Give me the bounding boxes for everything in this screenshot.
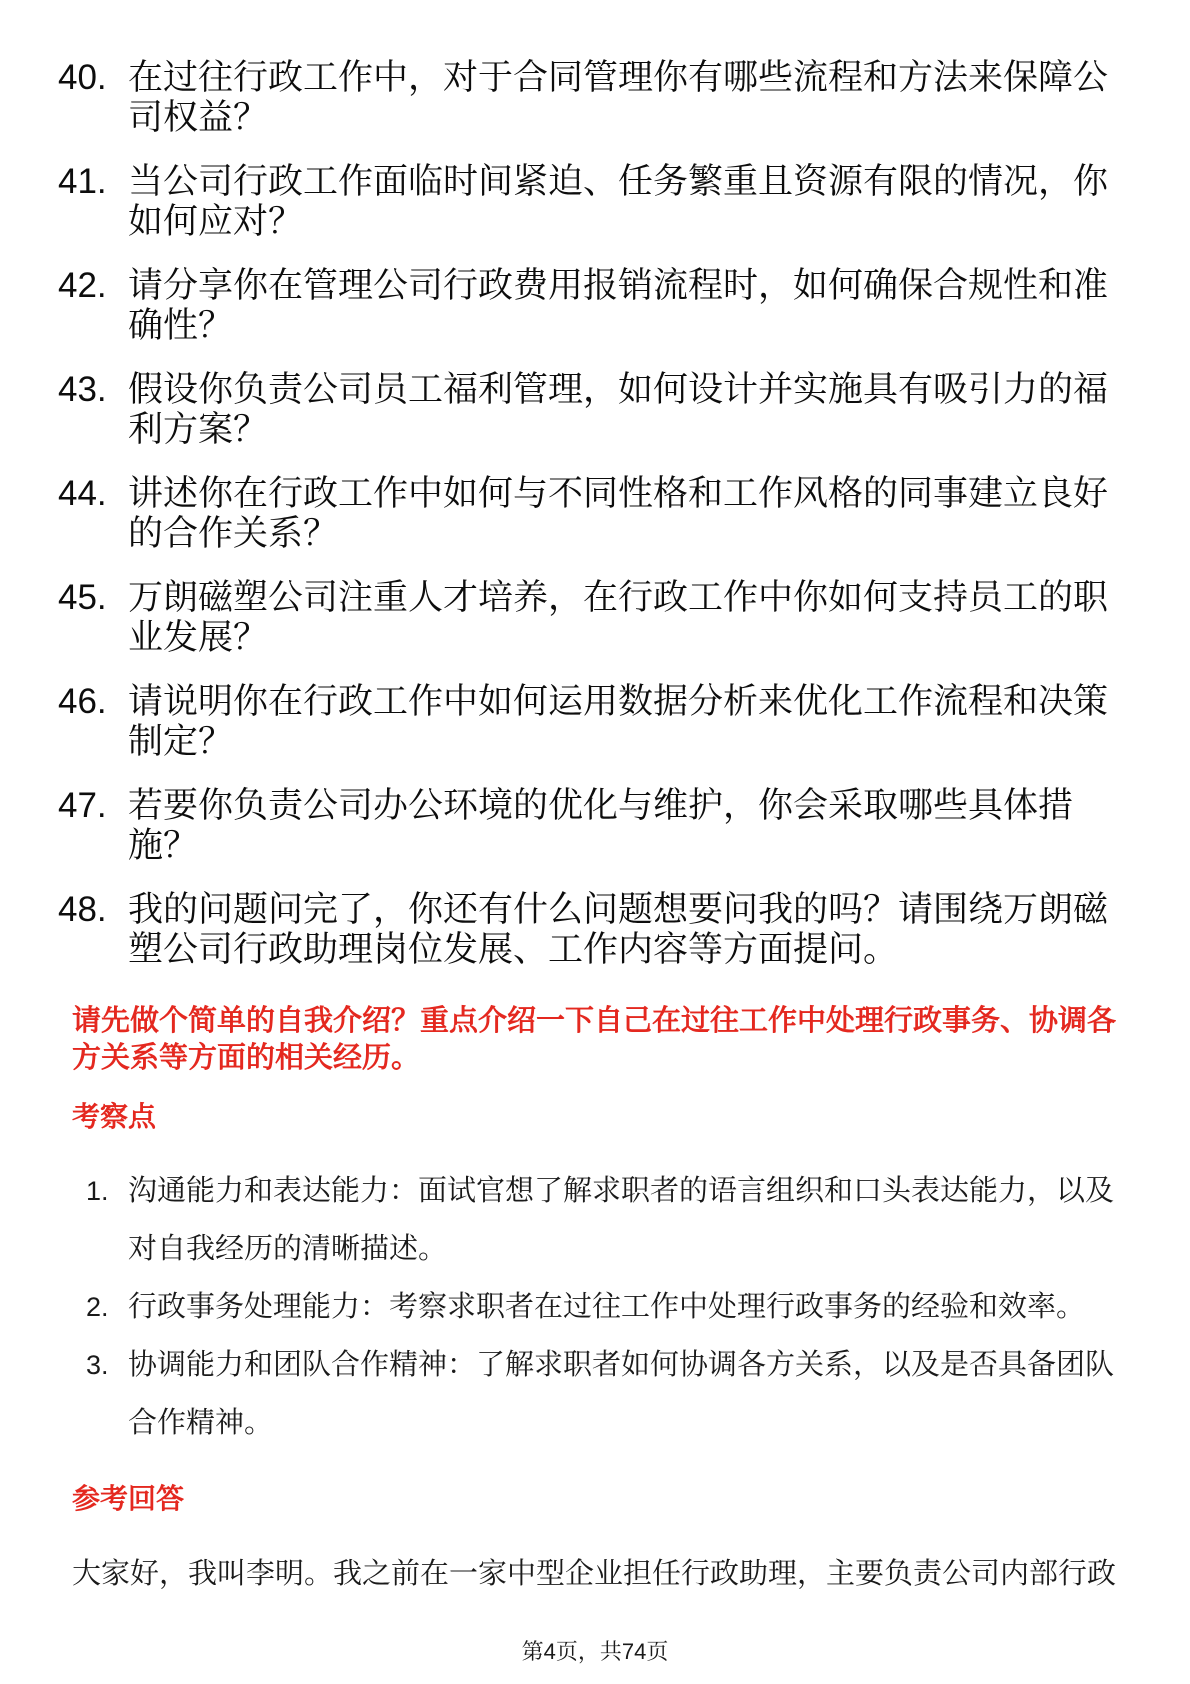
- question-item-45: [0, 578, 1190, 658]
- question-item-47: [0, 786, 1190, 866]
- exam-point-item-3: [0, 1336, 1190, 1452]
- question-item-41: [0, 162, 1190, 242]
- highlight-question: 请先做个简单的自我介绍？重点介绍一下自己在过往工作中处理行政事务、协调各方关系等方面的相关经历。: [72, 1005, 1117, 1074]
- question-item-42: [0, 266, 1190, 346]
- question-number: 41.: [58, 162, 107, 201]
- question-text: 在过往行政工作中，对于合同管理你有哪些流程和方法来保障公司权益？: [128, 58, 1109, 137]
- exam-points-title: 考察点: [72, 1101, 157, 1132]
- question-item-46: [0, 682, 1190, 762]
- exam-point-text: 行政事务处理能力：考察求职者在过往工作中处理行政事务的经验和效率。: [128, 1291, 1086, 1323]
- question-text: 假设你负责公司员工福利管理，如何设计并实施具有吸引力的福利方案？: [128, 370, 1109, 449]
- question-list: [0, 58, 1190, 994]
- question-number: 45.: [58, 578, 107, 617]
- question-text: 万朗磁塑公司注重人才培养，在行政工作中你如何支持员工的职业发展？: [128, 578, 1109, 657]
- question-item-44: [0, 474, 1190, 554]
- question-number: 43.: [58, 370, 107, 409]
- exam-point-number: 2.: [86, 1292, 109, 1322]
- question-number: 42.: [58, 266, 107, 305]
- question-number: 48.: [58, 890, 107, 929]
- reference-answer-text: 大家好，我叫李明。我之前在一家中型企业担任行政助理，主要负责公司内部行政: [72, 1558, 1117, 1590]
- exam-points-list: [0, 1162, 1190, 1452]
- exam-point-item-1: [0, 1162, 1190, 1278]
- question-text: 请说明你在行政工作中如何运用数据分析来优化工作流程和决策制定？: [128, 682, 1109, 761]
- reference-answer-title: 参考回答: [72, 1483, 185, 1514]
- exam-point-text: 协调能力和团队合作精神：了解求职者如何协调各方关系，以及是否具备团队合作精神。: [128, 1349, 1115, 1439]
- exam-point-text: 沟通能力和表达能力：面试官想了解求职者的语言组织和口头表达能力，以及对自我经历的清晰描述。: [128, 1175, 1115, 1265]
- question-number: 46.: [58, 682, 107, 721]
- question-number: 44.: [58, 474, 107, 513]
- question-item-40: [0, 58, 1190, 138]
- exam-point-number: 3.: [86, 1350, 109, 1380]
- page-footer: 第4页，共74页: [521, 1639, 669, 1664]
- question-number: 40.: [58, 58, 107, 97]
- question-item-48: [0, 890, 1190, 970]
- question-text: 当公司行政工作面临时间紧迫、任务繁重且资源有限的情况，你如何应对？: [128, 162, 1109, 241]
- question-number: 47.: [58, 786, 107, 825]
- exam-point-item-2: [0, 1278, 1190, 1336]
- exam-point-number: 1.: [86, 1176, 109, 1206]
- question-item-43: [0, 370, 1190, 450]
- question-text: 讲述你在行政工作中如何与不同性格和工作风格的同事建立良好的合作关系？: [128, 474, 1109, 553]
- question-text: 我的问题问完了，你还有什么问题想要问我的吗？请围绕万朗磁塑公司行政助理岗位发展、工作内容等方面提问。: [128, 890, 1109, 969]
- question-text: 若要你负责公司办公环境的优化与维护，你会采取哪些具体措施？: [128, 786, 1074, 865]
- question-text: 请分享你在管理公司行政费用报销流程时，如何确保合规性和准确性？: [128, 266, 1109, 345]
